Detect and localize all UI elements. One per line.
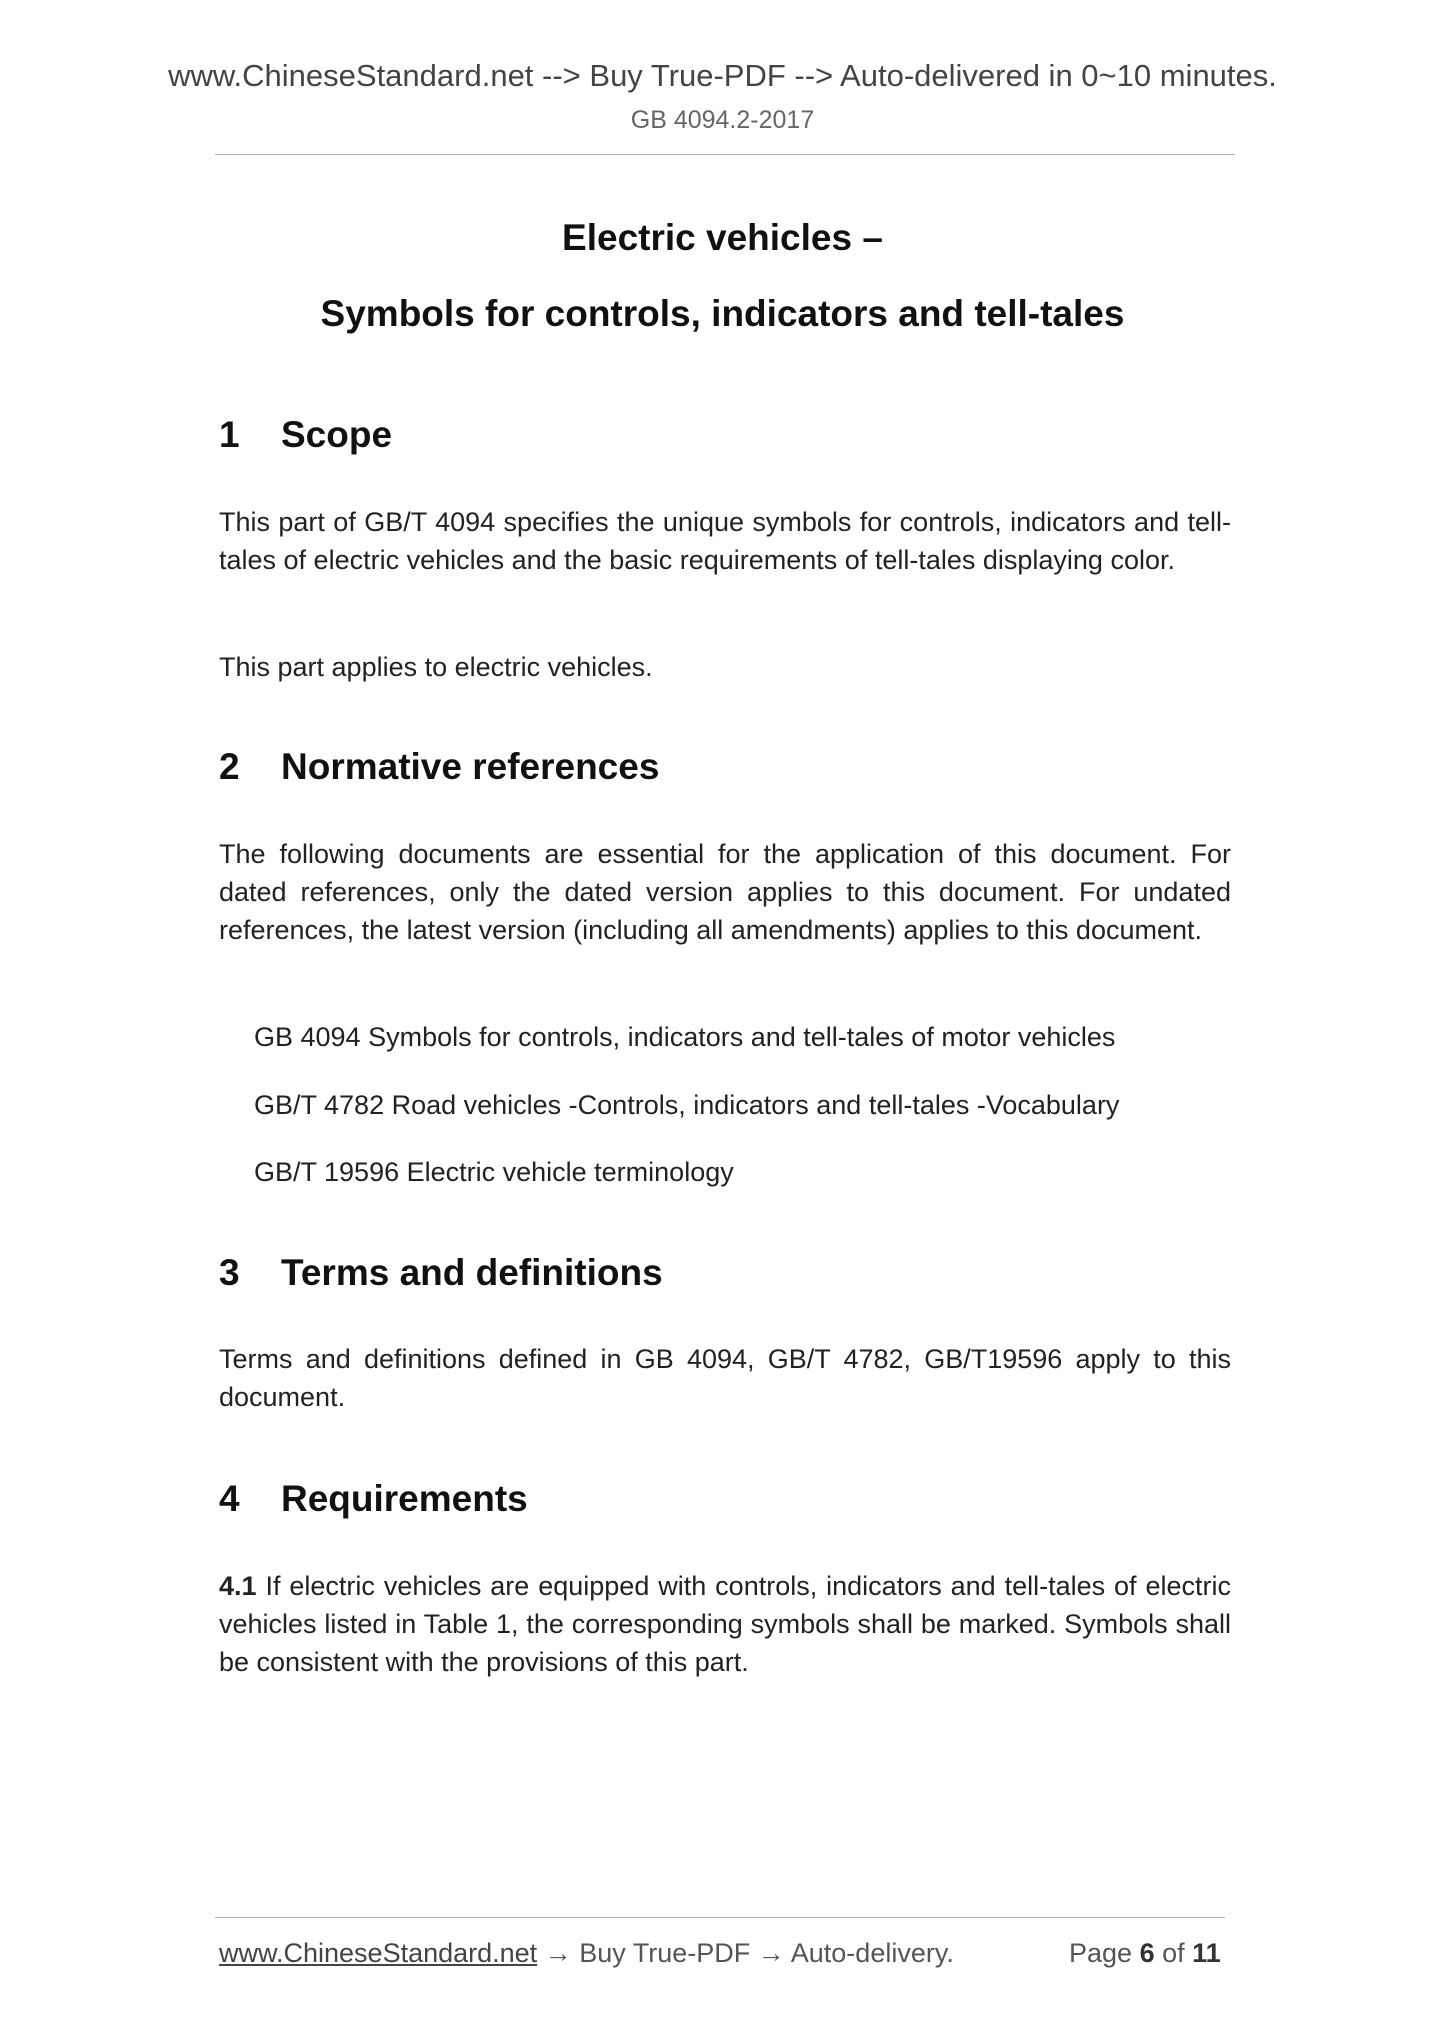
clause-text: If electric vehicles are equipped with controls, indicators and tell-tales of electric vehicles listed in Table 1, the corresponding symbols shall be marked. Symbols shall be consistent with the provisions of this part. [219,1571,1231,1677]
section-heading-terms [219,1252,663,1294]
footer-buy-text: Buy True-PDF [579,1938,751,1968]
section-number: 3 [219,1252,240,1293]
arrow-right-icon: → [537,1938,580,1968]
reference-item: GB/T 4782 Road vehicles -Controls, indicators and tell-tales -Vocabulary [254,1090,1120,1120]
section-number: 4 [219,1478,240,1519]
section-title: Scope [281,414,393,455]
reference-item: GB/T 19596 Electric vehicle terminology [254,1157,734,1187]
normative-paragraph: The following documents are essential for the application of this document. For dated references, only the dated version applies to this document. For undated references, the latest version (including all amendments) applies to this document. [219,839,1231,945]
page-label: Page [1069,1938,1140,1968]
header-divider [215,154,1235,155]
page-number [1069,1938,1221,1969]
footer-delivery-text: Auto-delivery. [790,1938,954,1968]
section-title: Normative references [281,746,660,787]
page-total: 11 [1192,1938,1221,1968]
reference-item: GB 4094 Symbols for controls, indicators and tell-tales of motor vehicles [254,1022,1116,1052]
standard-code: GB 4094.2-2017 [630,106,815,134]
arrow-right-icon: → [750,1938,791,1968]
section-heading-normative-references [219,746,659,788]
section-number: 1 [219,414,240,455]
document-title-line2: Symbols for controls, indicators and tell-tales [320,293,1125,334]
section-heading-requirements [219,1478,528,1520]
scope-paragraph-1: This part of GB/T 4094 specifies the unique symbols for controls, indicators and tell-tales of electric vehicles and the basic requirements of tell-tales displaying color. [219,507,1231,575]
footer-promo [219,1938,954,1969]
section-title: Terms and definitions [281,1252,663,1293]
scope-paragraph-2: This part applies to electric vehicles. [219,652,653,682]
section-number: 2 [219,746,240,787]
page-current: 6 [1139,1938,1155,1968]
document-title-line1: Electric vehicles – [562,217,883,258]
page-of: of [1154,1938,1193,1968]
terms-paragraph: Terms and definitions defined in GB 4094, GB/T 4782, GB/T19596 apply to this document. [219,1344,1231,1412]
footer-site-link[interactable]: www.ChineseStandard.net [219,1938,538,1968]
footer-divider [215,1917,1225,1918]
header-banner: www.ChineseStandard.net --> Buy True-PDF --> Auto-delivered in 0~10 minutes. [168,58,1277,93]
section-title: Requirements [281,1478,528,1519]
clause-number: 4.1 [219,1571,257,1601]
requirement-clause-4-1 [219,1567,1231,1681]
section-heading-scope [219,414,392,456]
